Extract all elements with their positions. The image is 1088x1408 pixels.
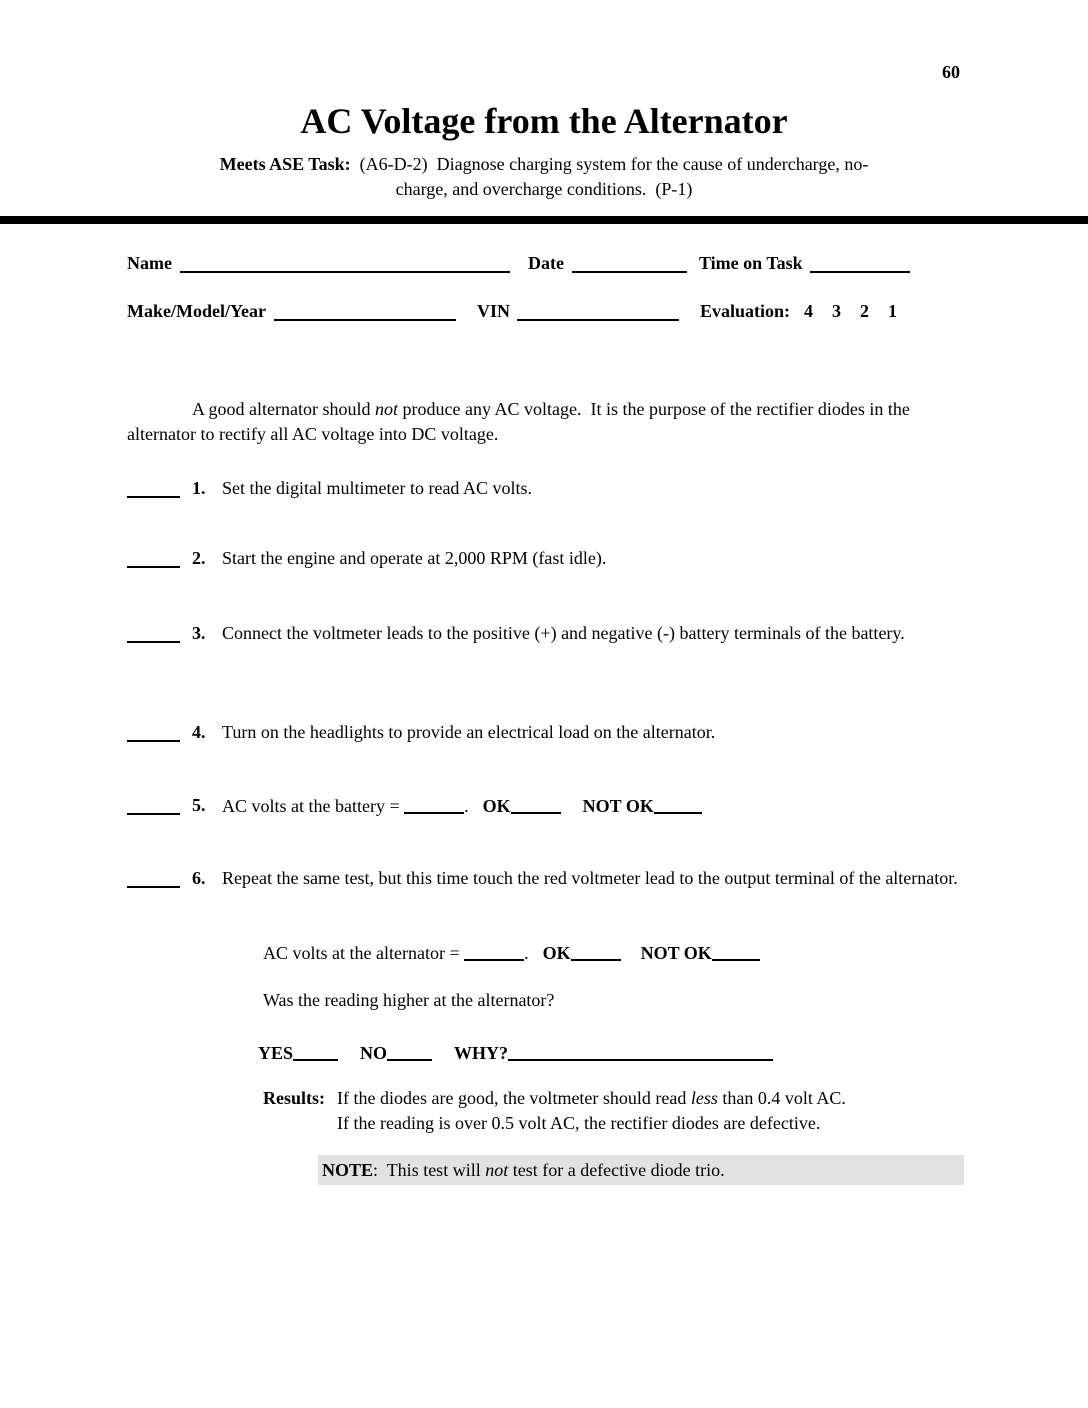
step-2-check-blank bbox=[127, 546, 180, 568]
step-6-alternator-line bbox=[263, 940, 760, 966]
ase-task-line2: charge, and overcharge conditions. (P-1) bbox=[395, 179, 693, 199]
intro-italic-not: not bbox=[374, 399, 398, 419]
no-label: NO bbox=[360, 1043, 388, 1064]
ase-task-subtitle bbox=[0, 152, 1088, 202]
ase-task-line1 bbox=[0, 152, 1088, 177]
evaluation-score-4: 4 bbox=[804, 301, 814, 321]
page-number: 60 bbox=[942, 62, 960, 82]
step-3-number: 3. bbox=[192, 623, 206, 643]
step-5-value-blank bbox=[404, 795, 464, 814]
ase-task-label: Meets ASE Task: bbox=[219, 154, 351, 174]
form-row-name-date-time bbox=[127, 251, 960, 276]
alternator-ok-blank bbox=[571, 942, 621, 961]
step-5-period: . bbox=[464, 796, 469, 817]
form-row-vehicle-eval bbox=[127, 299, 960, 324]
step-1-text: Set the digital multimeter to read AC volts. bbox=[222, 478, 532, 498]
step-3 bbox=[127, 621, 970, 646]
step-6-number: 6. bbox=[192, 868, 206, 888]
step-5-ok-label: OK bbox=[482, 796, 511, 817]
evaluation-score-3: 3 bbox=[832, 301, 842, 321]
results-label: Results: bbox=[263, 1088, 325, 1108]
vin-blank bbox=[517, 299, 679, 321]
step-5-number: 5. bbox=[192, 795, 206, 815]
yes-no-why-line bbox=[258, 1040, 773, 1066]
note-highlight-bar bbox=[318, 1155, 964, 1185]
time-on-task-label: Time on Task bbox=[698, 253, 803, 273]
page-title: AC Voltage from the Alternator bbox=[300, 101, 788, 141]
step-3-check-blank bbox=[127, 621, 180, 643]
alternator-not-ok-blank bbox=[712, 942, 760, 961]
step-3-text: Connect the voltmeter leads to the positive (+) and negative (-) battery terminals of the battery. bbox=[222, 623, 905, 643]
step-6-text: Repeat the same test, but this time touch the red voltmeter lead to the output terminal of the alternator. bbox=[222, 868, 958, 888]
why-blank bbox=[508, 1042, 773, 1061]
results-block bbox=[263, 1086, 973, 1136]
step-4-number: 4. bbox=[192, 722, 206, 742]
results-line2: If the reading is over 0.5 volt AC, the rectifier diodes are defective. bbox=[337, 1113, 821, 1133]
why-label: WHY? bbox=[454, 1043, 509, 1064]
step-4-check-blank bbox=[127, 720, 180, 742]
note-italic-not: not bbox=[485, 1160, 509, 1180]
evaluation-label: Evaluation: bbox=[699, 301, 791, 321]
step-1-number: 1. bbox=[192, 478, 206, 498]
step-2 bbox=[127, 546, 970, 571]
alternator-ok-label: OK bbox=[542, 943, 571, 964]
evaluation-score-1: 1 bbox=[888, 301, 898, 321]
step-6 bbox=[127, 866, 970, 891]
intro-paragraph bbox=[127, 397, 967, 447]
results-line1-part1: If the diodes are good, the voltmeter should read bbox=[337, 1088, 691, 1108]
vin-label: VIN bbox=[476, 301, 510, 321]
date-blank bbox=[572, 251, 687, 273]
alternator-value-blank bbox=[464, 942, 524, 961]
date-label: Date bbox=[527, 253, 564, 273]
make-model-year-blank bbox=[274, 299, 456, 321]
intro-part2: produce any AC voltage. It is the purpose of the rectifier diodes in the alternator to rectify all AC voltage into DC voltage. bbox=[127, 399, 915, 444]
alternator-period: . bbox=[524, 943, 529, 964]
step-5-text bbox=[222, 793, 970, 819]
step-2-number: 2. bbox=[192, 548, 206, 568]
step-4-text: Turn on the headlights to provide an electrical load on the alternator. bbox=[222, 722, 716, 742]
name-label: Name bbox=[127, 253, 172, 273]
name-blank bbox=[180, 251, 510, 273]
results-text bbox=[337, 1086, 846, 1136]
evaluation-score-2: 2 bbox=[860, 301, 870, 321]
step-5-check-blank bbox=[127, 793, 180, 815]
results-line1-part2: than 0.4 volt AC. bbox=[717, 1088, 846, 1108]
step-5-not-ok-label: NOT OK bbox=[582, 796, 654, 817]
step-1-check-blank bbox=[127, 476, 180, 498]
step-5-prompt: AC volts at the battery = bbox=[222, 796, 405, 817]
step-5 bbox=[127, 793, 970, 819]
note-part2: test for a defective diode trio. bbox=[508, 1160, 725, 1180]
step-6-check-blank bbox=[127, 866, 180, 888]
note-label: NOTE bbox=[322, 1160, 374, 1180]
header-divider-rule bbox=[0, 216, 1088, 224]
intro-part1: A good alternator should bbox=[192, 399, 375, 419]
note-part1: : This test will bbox=[373, 1160, 486, 1180]
step-4 bbox=[127, 720, 970, 745]
yes-blank bbox=[293, 1042, 338, 1061]
step-5-not-ok-blank bbox=[654, 795, 702, 814]
no-blank bbox=[387, 1042, 432, 1061]
yes-label: YES bbox=[258, 1043, 294, 1064]
results-line1 bbox=[337, 1086, 846, 1111]
reading-higher-question: Was the reading higher at the alternator? bbox=[263, 990, 555, 1010]
time-on-task-blank bbox=[810, 251, 910, 273]
alternator-prompt: AC volts at the alternator = bbox=[263, 943, 465, 964]
make-model-year-label: Make/Model/Year bbox=[127, 301, 266, 321]
step-5-ok-blank bbox=[511, 795, 561, 814]
ase-task-text: (A6-D-2) Diagnose charging system for the cause of undercharge, no- bbox=[350, 154, 869, 174]
alternator-not-ok-label: NOT OK bbox=[640, 943, 712, 964]
results-italic-less: less bbox=[690, 1088, 718, 1108]
step-1 bbox=[127, 476, 970, 501]
step-2-text: Start the engine and operate at 2,000 RPM (fast idle). bbox=[222, 548, 607, 568]
